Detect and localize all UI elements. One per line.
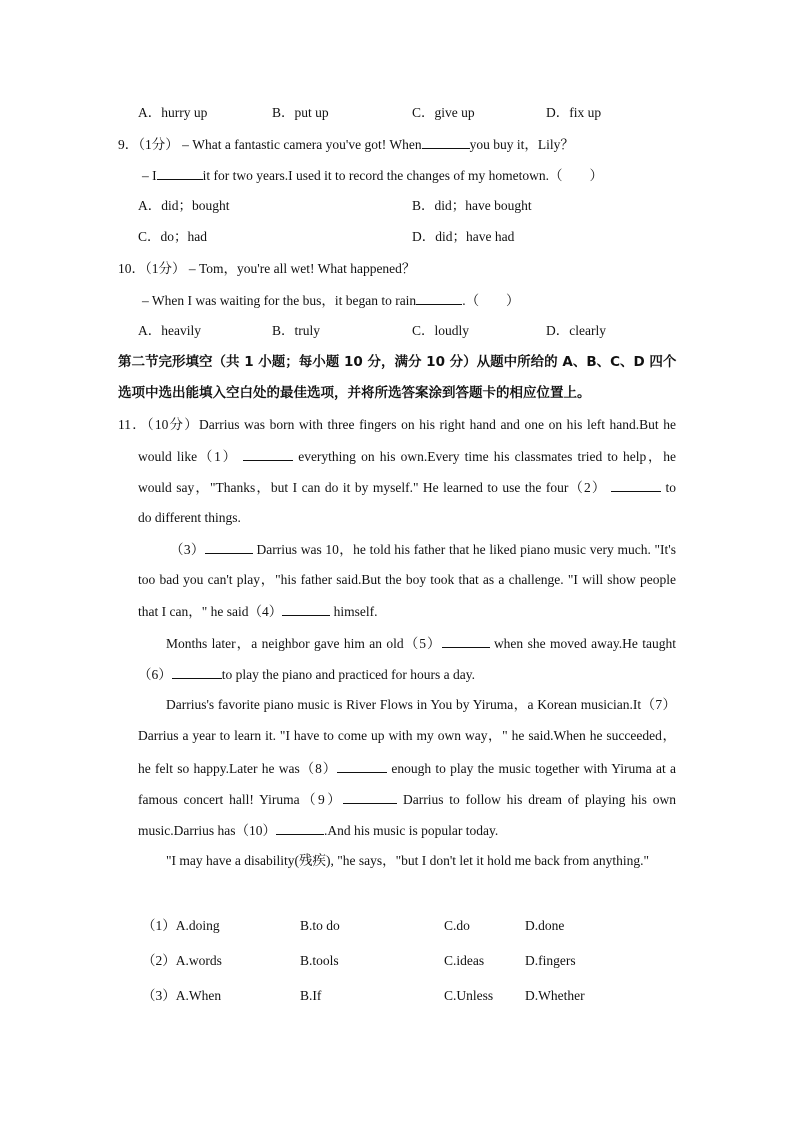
q9-option-a: A．did；bought — [138, 198, 230, 213]
choice-3-d: D.Whether — [525, 988, 585, 1003]
q11-p1-line2 — [138, 447, 676, 466]
choice-2-c: C.ideas — [444, 953, 485, 968]
q11-text: enough to play the music together with Yiruma at a — [391, 761, 676, 776]
q11-text: Darrius was 10，he told his father that he liked piano music very much. "It's — [256, 542, 676, 557]
q8-option-a: A．hurry up — [138, 105, 208, 120]
q11-text: music.Darrius has（10） — [138, 823, 276, 838]
choice-1-b: B.to do — [300, 918, 340, 933]
q11-p5-line1: "I may have a disability(残疾), "he says，"but I don't let it hold me back from anything." — [166, 853, 650, 868]
q10-text-a: – When I was waiting for the bus，it began to rain — [142, 293, 417, 308]
q10-text-b: .（ ） — [462, 293, 520, 308]
q11-p4-line2: Darrius a year to learn it. "I have to come up with my own way，" he said.When he succeeded， — [138, 728, 676, 743]
q9-line1 — [118, 135, 574, 154]
q11-p4-line3 — [138, 759, 676, 778]
q11-blank-8 — [337, 759, 387, 773]
q11-text: （3） — [170, 542, 205, 557]
q10-option-d: D．clearly — [546, 323, 606, 338]
section-heading-line2: 选项中选出能填入空白处的最佳选项，并将所选答案涂到答题卡的相应位置上。 — [118, 385, 591, 401]
q9-option-c: C．do；had — [138, 229, 207, 244]
q9-text-b: you buy it，Lily？ — [469, 137, 574, 152]
q11-text: famous concert hall! Yiruma（9） — [138, 792, 344, 807]
q11-text: Months later，a neighbor gave him an old（5） — [166, 636, 442, 651]
q11-text: to play the piano and practiced for hours a day. — [221, 667, 476, 682]
q11-p4-line5 — [138, 821, 498, 840]
q11-p3-line1 — [166, 634, 676, 653]
choice-3-c: C.Unless — [444, 988, 494, 1003]
q11-blank-3 — [205, 540, 253, 554]
q11-p4-line1: Darrius's favorite piano music is River Flows in You by Yiruma，a Korean musician.It（7） — [166, 697, 676, 712]
q9-option-d: D．did；have had — [412, 229, 515, 244]
q10-blank — [416, 291, 462, 305]
q11-p4-line4 — [138, 790, 676, 809]
q11-blank-2 — [611, 478, 661, 492]
q11-blank-5 — [442, 634, 490, 648]
q11-text: himself. — [333, 604, 378, 619]
q11-text: would say，"Thanks，but I can do it by myself." He learned to use the four（2） — [138, 480, 607, 495]
q11-blank-6 — [172, 665, 222, 679]
q9-option-b: B．did；have bought — [412, 198, 532, 213]
q9-line2 — [142, 166, 603, 185]
q11-p2-line2: too bad you can't play，"his father said.But the boy took that as a challenge. "I will show people — [138, 572, 676, 587]
q11-text: would like（1） — [138, 449, 238, 464]
q11-text: Darrius to follow his dream of playing his own — [403, 792, 677, 807]
q9-text-a: 9．（1分） – What a fantastic camera you've got! When — [118, 137, 422, 152]
q11-p1-line4: do different things. — [138, 510, 241, 525]
q9-blank-1 — [422, 135, 470, 149]
q11-p1-line1: 11．（10分）Darrius was born with three fingers on his right hand and one on his left hand.But he — [118, 417, 676, 432]
q11-text: he felt so happy.Later he was（8） — [138, 761, 338, 776]
choice-2-a: （2）A.words — [142, 953, 222, 968]
q11-p2-line1 — [170, 540, 676, 559]
q10-line2 — [142, 291, 520, 310]
q11-p1-line3 — [138, 478, 676, 497]
q11-p3-line2 — [138, 665, 475, 684]
choice-2-d: D.fingers — [525, 953, 576, 968]
q11-text: that I can，" he said（4） — [138, 604, 283, 619]
q9-text-c: – I — [142, 168, 157, 183]
q11-p2-line3 — [138, 602, 377, 621]
q11-text: when she moved away.He taught — [493, 636, 676, 651]
q8-option-d: D．fix up — [546, 105, 602, 120]
section-heading-line1: 第二节完形填空（共 1 小题；每小题 10 分，满分 10 分）从题中所给的 A、B、C、D 四个 — [118, 354, 677, 370]
choice-2-b: B.tools — [300, 953, 339, 968]
q10-line1: 10．（1分） – Tom，you're all wet! What happened？ — [118, 261, 416, 276]
q10-option-c: C．loudly — [412, 323, 470, 338]
q10-option-a: A．heavily — [138, 323, 201, 338]
choice-3-b: B.If — [300, 988, 322, 1003]
q10-option-b: B．truly — [272, 323, 321, 338]
q8-option-b: B．put up — [272, 105, 329, 120]
q9-text-d: it for two years.I used it to record the changes of my hometown.（ ） — [202, 168, 604, 183]
choice-3-a: （3）A.When — [142, 988, 222, 1003]
q11-blank-1 — [243, 447, 293, 461]
q11-text: （6） — [138, 667, 172, 682]
q11-blank-4 — [282, 602, 330, 616]
q8-option-c: C．give up — [412, 105, 475, 120]
q11-text: to — [665, 480, 677, 495]
q11-blank-9 — [343, 790, 397, 804]
choice-1-a: （1）A.doing — [142, 918, 220, 933]
q11-text: everything on his own.Every time his classmates tried to help，he — [298, 449, 676, 464]
q9-blank-2 — [157, 166, 203, 180]
choice-1-d: D.done — [525, 918, 565, 933]
choice-1-c: C.do — [444, 918, 470, 933]
q11-blank-10 — [276, 821, 324, 835]
q11-text: .And his music is popular today. — [323, 823, 499, 838]
